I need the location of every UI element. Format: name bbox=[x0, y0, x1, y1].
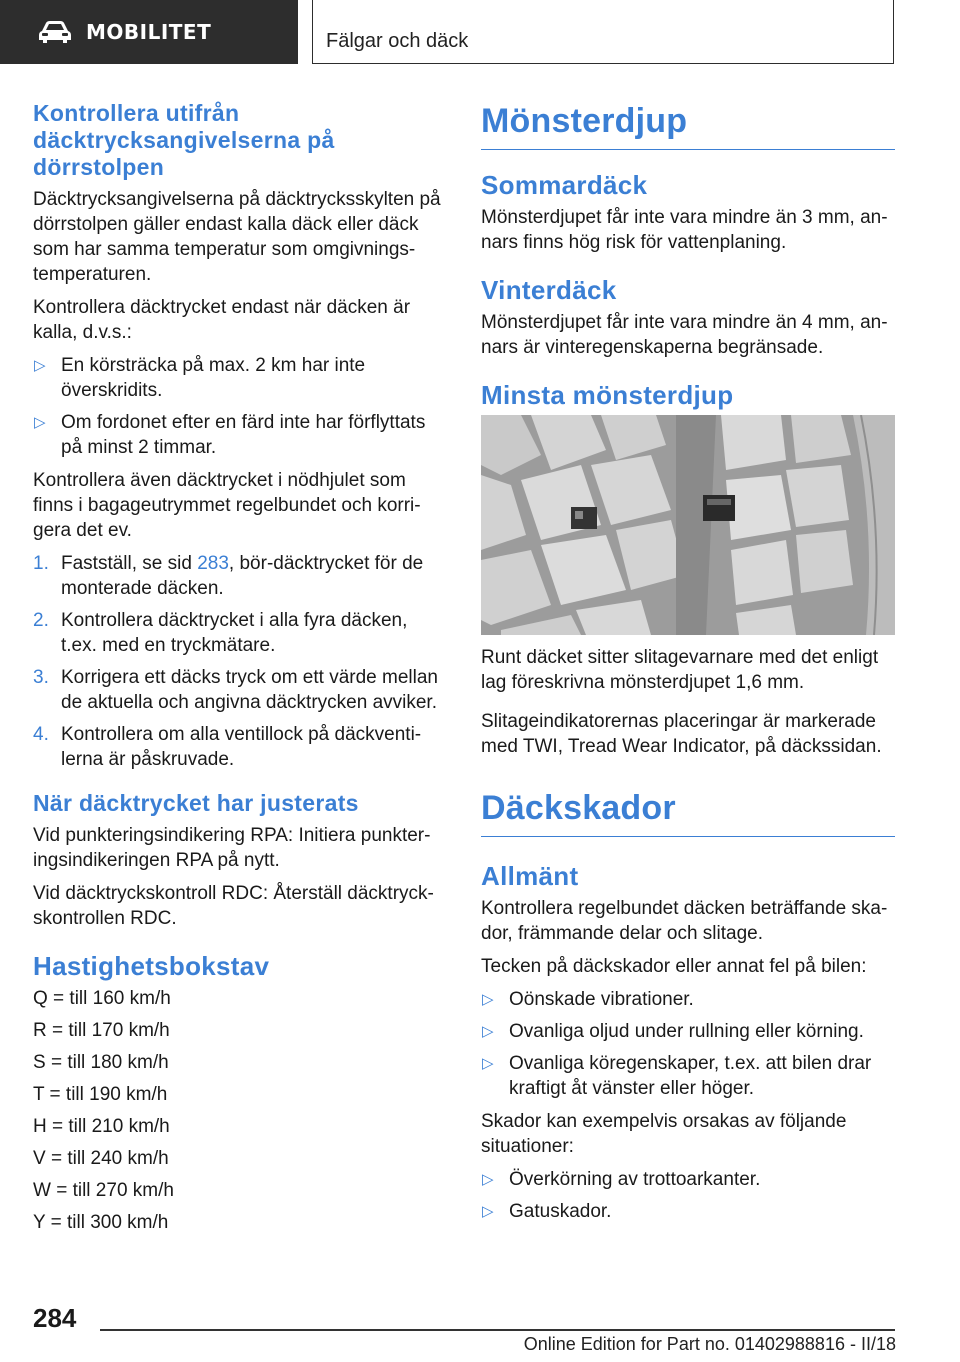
paragraph: Runt däcket sitter slitagevarnare med det enligt lag föreskrivna mönsterdjupet 1,6 mm. bbox=[481, 647, 879, 693]
chapter-tab bbox=[312, 0, 894, 64]
paragraph: Vid däcktryckskontroll RDC: Återställ däcktryckskontrollen RDC. bbox=[33, 883, 434, 929]
speed-item: H = till 210 km/h bbox=[33, 1116, 170, 1137]
page-header bbox=[0, 0, 960, 66]
paragraph: Kontrollera även däcktrycket i nödhjulet som finns i bagageutrymmet regelbundet och korrigera det ev. bbox=[33, 470, 421, 541]
edition-text: Online Edition for Part no. 01402988816 - II/18 bbox=[523, 1334, 896, 1354]
list-item bbox=[481, 1199, 895, 1224]
list-item-text: Om fordonet efter en färd inte har förflyttats på minst 2 timmar. bbox=[61, 412, 426, 458]
heading-after-adjust: När däcktrycket har justerats bbox=[33, 790, 359, 816]
list-item bbox=[33, 551, 443, 601]
triangle-right-icon: ▷ bbox=[34, 357, 46, 374]
speed-item: T = till 190 km/h bbox=[33, 1084, 168, 1105]
page-link[interactable]: 283 bbox=[197, 553, 229, 574]
step-number: 3. bbox=[33, 667, 49, 688]
speed-item: Q = till 160 km/h bbox=[33, 988, 171, 1009]
heading-winter-tyres: Vinterdäck bbox=[481, 275, 617, 305]
step-text: , bör-däcktrycket för de monterade däcken. bbox=[61, 553, 424, 599]
footer-divider bbox=[100, 1329, 895, 1331]
paragraph: Tecken på däckskador eller annat fel på bilen: bbox=[481, 956, 867, 977]
speed-item: W = till 270 km/h bbox=[33, 1180, 174, 1201]
list-item bbox=[33, 410, 443, 460]
triangle-right-icon: ▷ bbox=[482, 1055, 494, 1072]
left-column bbox=[33, 100, 443, 1242]
step-text: Fastställ, se sid bbox=[61, 553, 198, 574]
bullet-list bbox=[481, 987, 895, 1101]
page-number: 284 bbox=[33, 1303, 77, 1333]
list-item bbox=[481, 987, 895, 1012]
heading-tread-depth: Mönsterdjup bbox=[481, 102, 895, 150]
speed-item: Y = till 300 km/h bbox=[33, 1212, 169, 1233]
heading-general: Allmänt bbox=[481, 861, 579, 891]
paragraph: Slitageindikatorernas placeringar är markerade med TWI, Tread Wear Indicator, på däckssidan. bbox=[481, 711, 882, 757]
step-text: Kontrollera däcktrycket i alla fyra däcken, t.ex. med en tryckmätare. bbox=[61, 610, 408, 656]
heading-tyre-damage: Däckskador bbox=[481, 789, 895, 837]
triangle-right-icon: ▷ bbox=[482, 1203, 494, 1220]
tread-wear-indicator-illustration bbox=[481, 415, 895, 635]
list-item bbox=[481, 1051, 895, 1101]
list-item-text: En körsträcka på max. 2 km har inte överskridits. bbox=[61, 355, 366, 401]
list-item bbox=[33, 608, 443, 658]
list-item bbox=[33, 353, 443, 403]
car-icon bbox=[38, 20, 72, 44]
right-column bbox=[481, 102, 895, 1232]
paragraph: Kontrollera däcktrycket endast när däcken är kalla, d.v.s.: bbox=[33, 297, 411, 343]
step-number: 2. bbox=[33, 610, 49, 631]
triangle-right-icon: ▷ bbox=[482, 991, 494, 1008]
heading-summer-tyres: Sommardäck bbox=[481, 170, 648, 200]
speed-item: S = till 180 km/h bbox=[33, 1052, 169, 1073]
list-item-text: Ovanliga köregenskaper, t.ex. att bilen drar kraftigt åt vänster eller höger. bbox=[509, 1053, 872, 1099]
numbered-list bbox=[33, 551, 443, 772]
step-text: Korrigera ett däcks tryck om ett värde mellan de aktuella och angivna däcktrycken avviker. bbox=[61, 667, 438, 713]
chapter-label: Fälgar och däck bbox=[326, 30, 469, 52]
speed-item: V = till 240 km/h bbox=[33, 1148, 169, 1169]
list-item-text: Gatuskador. bbox=[509, 1201, 612, 1222]
paragraph: Skador kan exempelvis orsakas av följande situationer: bbox=[481, 1111, 847, 1157]
paragraph: Mönsterdjupet får inte vara mindre än 3 mm, annars finns hög risk för vattenplaning. bbox=[481, 207, 888, 253]
triangle-right-icon: ▷ bbox=[482, 1023, 494, 1040]
bullet-list bbox=[33, 353, 443, 460]
section-tab bbox=[0, 0, 298, 64]
section-label: MOBILITET bbox=[86, 20, 212, 44]
speed-list bbox=[33, 986, 443, 1235]
list-item bbox=[481, 1167, 895, 1192]
paragraph: Mönsterdjupet får inte vara mindre än 4 mm, annars är vinteregenskaperna begränsade. bbox=[481, 312, 888, 358]
list-item-text: Överkörning av trottoarkanter. bbox=[509, 1169, 761, 1190]
heading-check-door-pillar: Kontrollera utifrån däcktrycksangivelserna på dörrstolpen bbox=[33, 100, 335, 180]
triangle-right-icon: ▷ bbox=[482, 1171, 494, 1188]
step-number: 4. bbox=[33, 724, 49, 745]
paragraph: Kontrollera regelbundet däcken beträffande skador, främmande delar och slitage. bbox=[481, 898, 888, 944]
list-item-text: Oönskade vibrationer. bbox=[509, 989, 694, 1010]
list-item-text: Ovanliga oljud under rullning eller körning. bbox=[509, 1021, 864, 1042]
paragraph: Däcktrycksangivelserna på däcktrycksskylten på dörrstolpen gäller endast kalla däck eller däck som har samma temperatur som omgivningstemperaturen. bbox=[33, 189, 441, 285]
triangle-right-icon: ▷ bbox=[34, 414, 46, 431]
speed-item: R = till 170 km/h bbox=[33, 1020, 170, 1041]
list-item bbox=[481, 1019, 895, 1044]
step-number: 1. bbox=[33, 553, 49, 574]
list-item bbox=[33, 665, 443, 715]
heading-minimum-tread: Minsta mönsterdjup bbox=[481, 380, 734, 410]
heading-speed-letter: Hastighetsbokstav bbox=[33, 951, 270, 981]
step-text: Kontrollera om alla ventillock på däckventilerna är påskruvade. bbox=[61, 724, 422, 770]
paragraph: Vid punkteringsindikering RPA: Initiera punkteringsindikeringen RPA på nytt. bbox=[33, 825, 431, 871]
list-item bbox=[33, 722, 443, 772]
bullet-list bbox=[481, 1167, 895, 1224]
